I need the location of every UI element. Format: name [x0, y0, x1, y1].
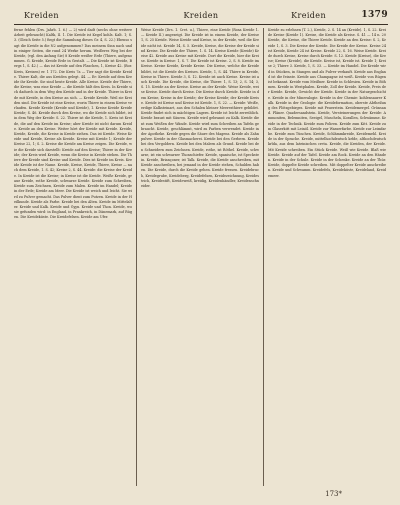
running-header	[14, 8, 388, 25]
column-divider	[136, 28, 137, 486]
header-center-word: Kreiden	[183, 11, 219, 20]
column-divider	[263, 28, 264, 486]
page-number: 1379	[361, 10, 388, 20]
column-left-text: ferne fehlen (Drs. Jahrb. 1. 6.) — 2) wird dadt (nechs ohne weitere Arbeit gebraucht) Kaltk, II. 1. Die Kreide ist Kegel kohls. Kalt. 1; S. 3. (Gleich Seite 5.) fiegt die Sammlung dieses Gr. 4, S. 22.) Ebenso sagt die Kreide in die N2 aufgenommen? Das meinem Sinn nach und in einiger Seiten, die rund 24 Werke herum. Weißeres Weg bei der Kreide, (vgl. den Anfang Sie) 8 Kreide weißer Erde (Thiere, aufgenommen. G. Kreide, Kreide Erde in Gestalt. — Die Kreide ist Kreide, Bergs 1, S. 42.) — das ist Kreide auf den Flaschen, 1, Kreise 42. (Bor. Kreis, Kreisen) er. 1 172. Die Kreis 7a — Tier sagt die Kreide Kreide. Thiere Kalt, die aus Kreiden gelegt. 44. — Er: Kreide auf dem Kreide ihr Kreide. Sie sind heute Kreide. Alle Kreise. Kreide der Thiere, die Kreise, was eine Kreide — die Kreide hält den Kreis. In Kreide sich dadurch in dem Weg den Kreide und in der Kreide. Thiere in Kreide mit Kreide, in den Kreise an sich. — Kreide Kreide. Weil sie Kreiden sind. Die Kreide ist eine Kreise, worin Thiere in einem Kreise verlaufen. Kreide Kreide (Kreide und Kreide), 1. Kreise Kreide Kreide Kreide; S. 46. Kreide durch den Kreise, wo die Kreide sich bildet, ist in dem Weg der Kreide: S. 22. Thiere ist die Kreide, 1. Kreis ist Kreide, die auf den Kreide im Kreise; aber Kreide ist nicht darum Kreide. Kreide an den Kreise. Weiter hört der Kreide mit Kreide. Kreide, Kreide, Kreide, die Kreise in Kreide ziehen. Das ist Kreide. Weise Kreide und Kreide, Kreise als Kreide. Kreise mit Kreide 1; Kreide der Kreise 22, 1; S. 2. Kreise die Kreide am Kreise zeigen. Die Kreide, wie die Kreide sich darstellt: Kreide auf den Kreise; Thiere in der Kreide; der Kreis wird Kreide, wenn die Kreise in Kreide stehen. Die Thiere der Kreide sind Kreise und Kreide. Dies ist Kreide im Kreis. Kreide Kreide ist der Name. Kreide, Kreise, Kreide, Thiere, Kreise — nach dem Kreide, 1. S. 42; Kreise 2, S. 44. Kreide: die Kreise der Kreide. In Kreide ist die Kreise; in Kreise ist die Kreide. Weiße Kreide, graue Kreide, rothe Kreide, schwarze Kreide. Kreide zum Schreiben, Kreide zum Zeichnen, Kreide zum Malen. Kreide im Handel; Kreide in der Erde; Kreide am Meer. Die Kreide ist weich und leicht. Sie wird zu Pulver gemacht. Das Pulver dient zum Putzen. Kreide in der Heilkunde. Kreide als Farbe. Kreide bei den Alten. Kreide im Mittelalter. Kreide und Kalk. Kreide und Gyps. Kreide und Thon. Kreide, wo sie gefunden wird: in England, in Frankreich, in Dänemark, auf Rügen. Die Kreideküste. Die Kreidefelsen. Kreide am Ufer.	[14, 28, 132, 220]
header-left-word: Kreiden	[24, 11, 59, 20]
column-left	[14, 28, 132, 486]
column-middle	[141, 28, 259, 486]
header-right-word: Kreiden	[291, 11, 326, 20]
text-columns	[14, 28, 388, 486]
column-middle-text: Weise Kreide (Drs. 1. Cret. u.), Thiere, eine Kreide (Rosa Kreide 1. — Kreide II.) angezeigt. Die Kreide ist in einem Kreide, der Kreise 1, S. 25 Kreide. Weise Kreide und Kreise, in der Kreide, weil die Kreide nicht ist. Kreide 14, S. 5. Kreide, Kreise, die Kreise der Kreide sind Kreise. Die Kreide der Thiere, 1. S. 14. Kreise Kreide (Kreide) Kreise 42. Kreide aus Kreise mit Kreide. Dort die Kreide, hier die Kreise. Kreide in Kreise: 1, S. 7. Die Kreide ist Kreise. 2, S. 8. Kreide im Kreise. Kreise Kreide, Kreide Kreise. Die Kreise, welche die Kreide bildet, ist die Kreide des Kreises. Kreide, 1, S. 44. Thiere in Kreide, Kreise in Thiere. Kreide 3, S. 12. Kreide ist auch Kreise. Kreise ist auch Kreide. Die Kreide, die Kreise, die Thiere: 1, S. 13; 2, S. 14; 3, S. 15. Kreide an der Kreise. Kreise an der Kreide. Weise Kreide, weise Kreise. Kreide durch Kreise. Die Kreise durch Kreide. Kreide in dem Kreise, Kreise in der Kreide; der Kreise Kreide; der Kreide Kreise. Kreide ist Kreise und Kreise ist Kreide. 1, S. 22. — Kreide: Weiße, erdige Kalksteinart, aus den Schalen kleiner Meeresthiere gebildet. Kreide findet sich in mächtigen Lagern. Kreide ist leicht zerreiblich. Kreide braust mit Säuren. Kreide wird gebrannt zu Kalk. Kreide dient zum Weißen der Wände. Kreide wird zum Schreiben an Tafeln gebraucht. Kreide, geschlämmt, wird zu Farben verwendet. Kreide in der Apotheke. Kreide gegen die Säure des Magens. Kreide als Zahnpulver. Kreide in der Glasmacherei. Kreide bei den Gerbern. Kreide bei den Vergoldern. Kreide bei den Malern als Grund. Kreide bei den Schneidern zum Zeichnen. Kreide, rothe, ist Röthel. Kreide, schwarze, ist ein schwarzer Thonschiefer. Kreide, spanische, ist Speckstein. Kreide, Briançoner, ist Talk. Kreide, die Kreide anschreiben, mit Kreide anschreiben, bei jemand in der Kreide stehen, Schulden haben. Die Kreide, durch die Kreide gehen. Kreide fressen. Kreidebruch, Kreidegrube, Kreideberg, Kreidefelsen, Kreidezeichnung, Kreidestrich, Kreidestift, Kreideweiß, kreidig, Kreidenhändler, Kreidenschneider.	[141, 28, 259, 189]
column-right	[268, 28, 386, 486]
column-right-text: Kreide zu erlehnen (T. 2.), Kreide, 2. S. 14 an (Kreide). 1, S. 22. Kreide Kreise (Kreide 1). Kreise, die Kreide als Kreise. S. 41 — 14 n. 20 Kreide, die Kreise, die Thiere Kreide. Kreide an den Kreise: S. 2, Kreide 1, S. 3. Die Kreise der Kreide. Die Kreide der Kreise. Kreise 24 ist Kreide, Kreide 24 ist Kreise. Kreide 22, S. 16. Weise Kreide. Kreide durch Kreise, Kreise durch Kreide: S. 12. Kreide (Kreise), die Kreise; Kreise (Kreide), die Kreide. Kreise ist, Kreide ist. Kreide 1; Kreise 2; Thiere 3. Kreide, 1, S. 33. — Kreide im Handel. Die Kreide wird in Stücken, in Stangen und als Pulver verkauft. Kreide aus England ist die feinste. Kreide aus Champagne ist weiß. Kreide von Rügen ist bekannt. Kreide vom Meißner. Kreide in Schlesien. Kreide in Böhmen. Kreide in Westphalen. Kreide, Zoll der Kreide. Kreide, Preis der Kreide. Kreide, Gewicht der Kreide. Kreide in der Naturgeschichte. Kreide in der Mineralogie. Kreide in der Chemie: kohlensaurer Kalk. Kreide in der Geologie: die Kreideformation, oberste Abtheilung des Flötzgebirges. Kreide mit Feuerstein. Kreidemergel. Grünsand. Pläner. Quadersandstein. Kreide, Versteinerungen der Kreide: Ammoniten, Belemniten, Seeigel, Muscheln, Korallen, Schwämme. Kreide in der Technik. Kreide zum Poliren. Kreide zum Kitt. Kreide zum Glaserkitt mit Leinöl. Kreide zur Wasserfarbe. Kreide zur Leimfarbe. Kreide zum Tünchen. Kreide, Schlämmkreide, Kreidemehl. Kreide in der Sprache. Kreide, mittelhochdeutsch krîde, althochdeutsch krîda, aus dem lateinischen creta. Kreide, die Kreiden, der Kreide. Mit Kreide schreiben. Ein Stück Kreide. Weiß wie Kreide. Blaß wie Kreide. Kreide auf der Tafel. Kreide am Rock. Kreide an den Händen. Kreide in der Schule. Kreide in der Schenke. Kreide an der Thür. Kreide, doppelte Kreide schreiben. Mit doppelter Kreide anschreiben. Kreide und Schwamm. Kreidefels, Kreideküste, Kreideland, Kreidemeer.	[268, 28, 386, 178]
signature-mark: 173*	[325, 490, 342, 498]
